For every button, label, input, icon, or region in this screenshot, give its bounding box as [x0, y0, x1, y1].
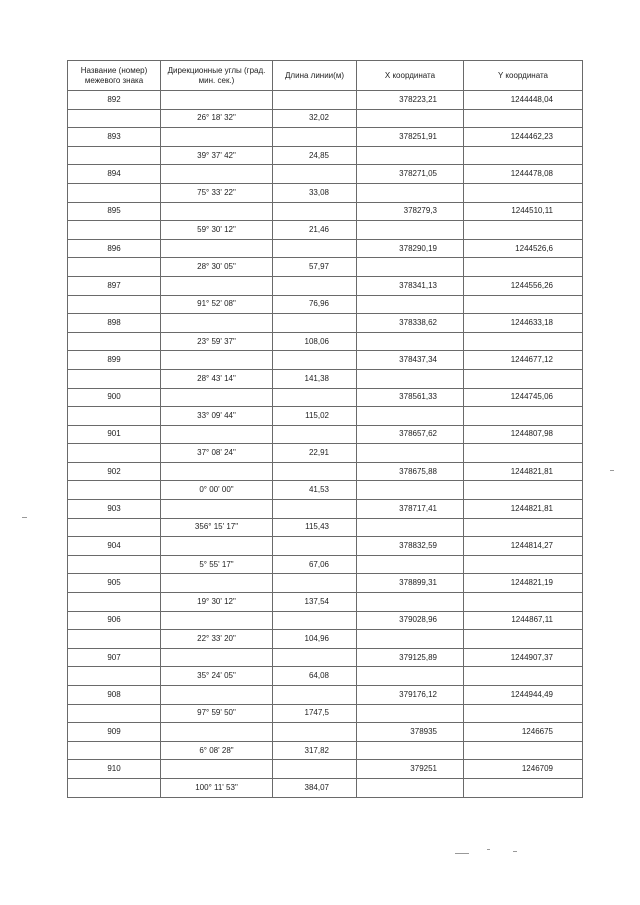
empty-cell: [357, 555, 464, 574]
x-coordinate-cell: 378271,05: [357, 165, 464, 184]
empty-cell: [273, 537, 357, 556]
segment-row: [68, 667, 583, 686]
scan-mark: [487, 849, 490, 850]
y-coordinate-cell: 1244556,26: [464, 276, 583, 295]
empty-cell: [464, 109, 583, 128]
segment-row: [68, 183, 583, 202]
empty-cell: [357, 518, 464, 537]
empty-cell: [161, 276, 273, 295]
x-coordinate-cell: 378657,62: [357, 425, 464, 444]
header-marker-name: Название (номер) межевого знака: [68, 61, 161, 91]
empty-cell: [68, 741, 161, 760]
empty-cell: [464, 518, 583, 537]
y-coordinate-cell: 1244745,06: [464, 388, 583, 407]
empty-cell: [464, 667, 583, 686]
empty-cell: [464, 369, 583, 388]
empty-cell: [464, 481, 583, 500]
empty-cell: [68, 407, 161, 426]
y-coordinate-cell: 1244510,11: [464, 202, 583, 221]
scan-mark: [513, 851, 517, 852]
empty-cell: [68, 258, 161, 277]
y-coordinate-cell: 1244478,08: [464, 165, 583, 184]
empty-cell: [464, 183, 583, 202]
marker-name-cell: 905: [68, 574, 161, 593]
empty-cell: [273, 314, 357, 333]
marker-row: [68, 351, 583, 370]
direction-angle-cell: 356° 15' 17": [161, 518, 273, 537]
empty-cell: [161, 537, 273, 556]
scan-mark: [610, 470, 614, 471]
empty-cell: [161, 388, 273, 407]
segment-row: [68, 407, 583, 426]
line-length-cell: 104,96: [273, 630, 357, 649]
y-coordinate-cell: 1244526,6: [464, 239, 583, 258]
empty-cell: [273, 239, 357, 258]
empty-cell: [161, 500, 273, 519]
direction-angle-cell: 39° 37' 42": [161, 146, 273, 165]
marker-row: [68, 648, 583, 667]
marker-name-cell: 893: [68, 128, 161, 147]
marker-name-cell: 910: [68, 760, 161, 779]
x-coordinate-cell: 379028,96: [357, 611, 464, 630]
empty-cell: [68, 183, 161, 202]
direction-angle-cell: 6° 08' 28": [161, 741, 273, 760]
x-coordinate-cell: 378223,21: [357, 91, 464, 110]
empty-cell: [464, 221, 583, 240]
direction-angle-cell: 35° 24' 05": [161, 667, 273, 686]
empty-cell: [273, 574, 357, 593]
marker-name-cell: 907: [68, 648, 161, 667]
empty-cell: [464, 444, 583, 463]
empty-cell: [273, 611, 357, 630]
line-length-cell: 21,46: [273, 221, 357, 240]
marker-name-cell: 900: [68, 388, 161, 407]
marker-name-cell: 901: [68, 425, 161, 444]
empty-cell: [357, 407, 464, 426]
empty-cell: [68, 555, 161, 574]
empty-cell: [273, 760, 357, 779]
line-length-cell: 115,02: [273, 407, 357, 426]
y-coordinate-cell: 1244907,37: [464, 648, 583, 667]
empty-cell: [357, 481, 464, 500]
segment-row: [68, 555, 583, 574]
line-length-cell: 108,06: [273, 332, 357, 351]
empty-cell: [464, 741, 583, 760]
y-coordinate-cell: 1244821,19: [464, 574, 583, 593]
y-coordinate-cell: 1244807,98: [464, 425, 583, 444]
empty-cell: [357, 741, 464, 760]
empty-cell: [357, 630, 464, 649]
marker-row: [68, 500, 583, 519]
empty-cell: [357, 332, 464, 351]
line-length-cell: 76,96: [273, 295, 357, 314]
empty-cell: [357, 221, 464, 240]
line-length-cell: 384,07: [273, 778, 357, 797]
empty-cell: [273, 351, 357, 370]
x-coordinate-cell: 378251,91: [357, 128, 464, 147]
marker-row: [68, 723, 583, 742]
segment-row: [68, 221, 583, 240]
segment-row: [68, 444, 583, 463]
x-coordinate-cell: 378717,41: [357, 500, 464, 519]
empty-cell: [273, 388, 357, 407]
marker-row: [68, 611, 583, 630]
empty-cell: [161, 686, 273, 705]
y-coordinate-cell: 1244462,23: [464, 128, 583, 147]
x-coordinate-cell: 378279,3: [357, 202, 464, 221]
marker-name-cell: 908: [68, 686, 161, 705]
x-coordinate-cell: 378899,31: [357, 574, 464, 593]
marker-name-cell: 904: [68, 537, 161, 556]
x-coordinate-cell: 378341,13: [357, 276, 464, 295]
direction-angle-cell: 5° 55' 17": [161, 555, 273, 574]
empty-cell: [68, 221, 161, 240]
line-length-cell: 137,54: [273, 593, 357, 612]
direction-angle-cell: 59° 30' 12": [161, 221, 273, 240]
y-coordinate-cell: 1244867,11: [464, 611, 583, 630]
marker-row: [68, 91, 583, 110]
y-coordinate-cell: 1244814,27: [464, 537, 583, 556]
empty-cell: [357, 667, 464, 686]
direction-angle-cell: 75° 33' 22": [161, 183, 273, 202]
line-length-cell: 22,91: [273, 444, 357, 463]
empty-cell: [68, 444, 161, 463]
empty-cell: [161, 314, 273, 333]
empty-cell: [161, 648, 273, 667]
direction-angle-cell: 28° 43' 14": [161, 369, 273, 388]
empty-cell: [161, 425, 273, 444]
segment-row: [68, 109, 583, 128]
empty-cell: [273, 128, 357, 147]
x-coordinate-cell: 378437,34: [357, 351, 464, 370]
header-direction-angle: Дирекционные углы (град. мин. сек.): [161, 61, 273, 91]
marker-name-cell: 894: [68, 165, 161, 184]
empty-cell: [68, 109, 161, 128]
empty-cell: [273, 165, 357, 184]
marker-row: [68, 462, 583, 481]
scan-mark: [455, 853, 469, 854]
x-coordinate-cell: 378561,33: [357, 388, 464, 407]
line-length-cell: 115,43: [273, 518, 357, 537]
empty-cell: [357, 146, 464, 165]
table-body: [68, 91, 583, 798]
marker-row: [68, 276, 583, 295]
direction-angle-cell: 26° 18' 32": [161, 109, 273, 128]
marker-row: [68, 314, 583, 333]
marker-name-cell: 892: [68, 91, 161, 110]
empty-cell: [464, 555, 583, 574]
empty-cell: [357, 183, 464, 202]
direction-angle-cell: 97° 59' 50": [161, 704, 273, 723]
empty-cell: [161, 128, 273, 147]
line-length-cell: 32,02: [273, 109, 357, 128]
marker-row: [68, 760, 583, 779]
empty-cell: [161, 202, 273, 221]
marker-name-cell: 899: [68, 351, 161, 370]
line-length-cell: 57,97: [273, 258, 357, 277]
line-length-cell: 141,38: [273, 369, 357, 388]
empty-cell: [68, 593, 161, 612]
empty-cell: [357, 295, 464, 314]
empty-cell: [161, 760, 273, 779]
direction-angle-cell: 0° 00' 00": [161, 481, 273, 500]
empty-cell: [161, 351, 273, 370]
marker-row: [68, 202, 583, 221]
segment-row: [68, 258, 583, 277]
empty-cell: [68, 146, 161, 165]
empty-cell: [273, 723, 357, 742]
empty-cell: [161, 239, 273, 258]
marker-row: [68, 574, 583, 593]
marker-row: [68, 239, 583, 258]
y-coordinate-cell: 1244677,12: [464, 351, 583, 370]
line-length-cell: 41,53: [273, 481, 357, 500]
direction-angle-cell: 22° 33' 20": [161, 630, 273, 649]
y-coordinate-cell: 1246675: [464, 723, 583, 742]
empty-cell: [357, 593, 464, 612]
empty-cell: [464, 332, 583, 351]
x-coordinate-cell: 378935: [357, 723, 464, 742]
empty-cell: [464, 704, 583, 723]
boundary-markers-table: [67, 60, 583, 798]
header-line-length: Длина линии(м): [273, 61, 357, 91]
empty-cell: [464, 630, 583, 649]
empty-cell: [68, 481, 161, 500]
empty-cell: [273, 91, 357, 110]
marker-name-cell: 897: [68, 276, 161, 295]
marker-name-cell: 902: [68, 462, 161, 481]
segment-row: [68, 332, 583, 351]
empty-cell: [273, 425, 357, 444]
empty-cell: [357, 369, 464, 388]
segment-row: [68, 295, 583, 314]
empty-cell: [68, 778, 161, 797]
line-length-cell: 1747,5: [273, 704, 357, 723]
y-coordinate-cell: 1244633,18: [464, 314, 583, 333]
scan-mark: [22, 517, 27, 518]
empty-cell: [357, 258, 464, 277]
empty-cell: [464, 778, 583, 797]
empty-cell: [68, 630, 161, 649]
direction-angle-cell: 100° 11' 53": [161, 778, 273, 797]
direction-angle-cell: 19° 30' 12": [161, 593, 273, 612]
marker-name-cell: 898: [68, 314, 161, 333]
empty-cell: [464, 295, 583, 314]
empty-cell: [68, 704, 161, 723]
marker-row: [68, 686, 583, 705]
empty-cell: [273, 462, 357, 481]
line-length-cell: 24,85: [273, 146, 357, 165]
empty-cell: [68, 332, 161, 351]
line-length-cell: 64,08: [273, 667, 357, 686]
x-coordinate-cell: 378338,62: [357, 314, 464, 333]
empty-cell: [464, 258, 583, 277]
empty-cell: [273, 202, 357, 221]
marker-row: [68, 128, 583, 147]
empty-cell: [464, 593, 583, 612]
segment-row: [68, 778, 583, 797]
empty-cell: [464, 146, 583, 165]
empty-cell: [161, 91, 273, 110]
x-coordinate-cell: 379251: [357, 760, 464, 779]
empty-cell: [273, 500, 357, 519]
line-length-cell: 317,82: [273, 741, 357, 760]
segment-row: [68, 369, 583, 388]
direction-angle-cell: 23° 59' 37": [161, 332, 273, 351]
y-coordinate-cell: 1244821,81: [464, 500, 583, 519]
segment-row: [68, 518, 583, 537]
x-coordinate-cell: 379125,89: [357, 648, 464, 667]
marker-row: [68, 537, 583, 556]
line-length-cell: 33,08: [273, 183, 357, 202]
y-coordinate-cell: 1244448,04: [464, 91, 583, 110]
marker-name-cell: 896: [68, 239, 161, 258]
direction-angle-cell: 28° 30' 05": [161, 258, 273, 277]
empty-cell: [161, 574, 273, 593]
empty-cell: [273, 276, 357, 295]
empty-cell: [161, 723, 273, 742]
header-x-coordinate: Х координата: [357, 61, 464, 91]
direction-angle-cell: 33° 09' 44": [161, 407, 273, 426]
direction-angle-cell: 91° 52' 08": [161, 295, 273, 314]
direction-angle-cell: 37° 08' 24": [161, 444, 273, 463]
empty-cell: [357, 704, 464, 723]
y-coordinate-cell: 1244944,49: [464, 686, 583, 705]
empty-cell: [357, 109, 464, 128]
x-coordinate-cell: 379176,12: [357, 686, 464, 705]
empty-cell: [161, 462, 273, 481]
empty-cell: [357, 444, 464, 463]
x-coordinate-cell: 378290,19: [357, 239, 464, 258]
marker-row: [68, 388, 583, 407]
y-coordinate-cell: 1246709: [464, 760, 583, 779]
table-header-row: [68, 61, 583, 91]
empty-cell: [357, 778, 464, 797]
marker-name-cell: 906: [68, 611, 161, 630]
x-coordinate-cell: 378675,88: [357, 462, 464, 481]
empty-cell: [273, 686, 357, 705]
segment-row: [68, 704, 583, 723]
empty-cell: [68, 369, 161, 388]
line-length-cell: 67,06: [273, 555, 357, 574]
segment-row: [68, 146, 583, 165]
empty-cell: [161, 165, 273, 184]
segment-row: [68, 593, 583, 612]
marker-name-cell: 903: [68, 500, 161, 519]
empty-cell: [273, 648, 357, 667]
marker-name-cell: 895: [68, 202, 161, 221]
empty-cell: [161, 611, 273, 630]
segment-row: [68, 630, 583, 649]
marker-name-cell: 909: [68, 723, 161, 742]
y-coordinate-cell: 1244821,81: [464, 462, 583, 481]
header-y-coordinate: Y координата: [464, 61, 583, 91]
empty-cell: [68, 295, 161, 314]
empty-cell: [464, 407, 583, 426]
segment-row: [68, 481, 583, 500]
empty-cell: [68, 667, 161, 686]
empty-cell: [68, 518, 161, 537]
marker-row: [68, 425, 583, 444]
marker-row: [68, 165, 583, 184]
segment-row: [68, 741, 583, 760]
x-coordinate-cell: 378832,59: [357, 537, 464, 556]
